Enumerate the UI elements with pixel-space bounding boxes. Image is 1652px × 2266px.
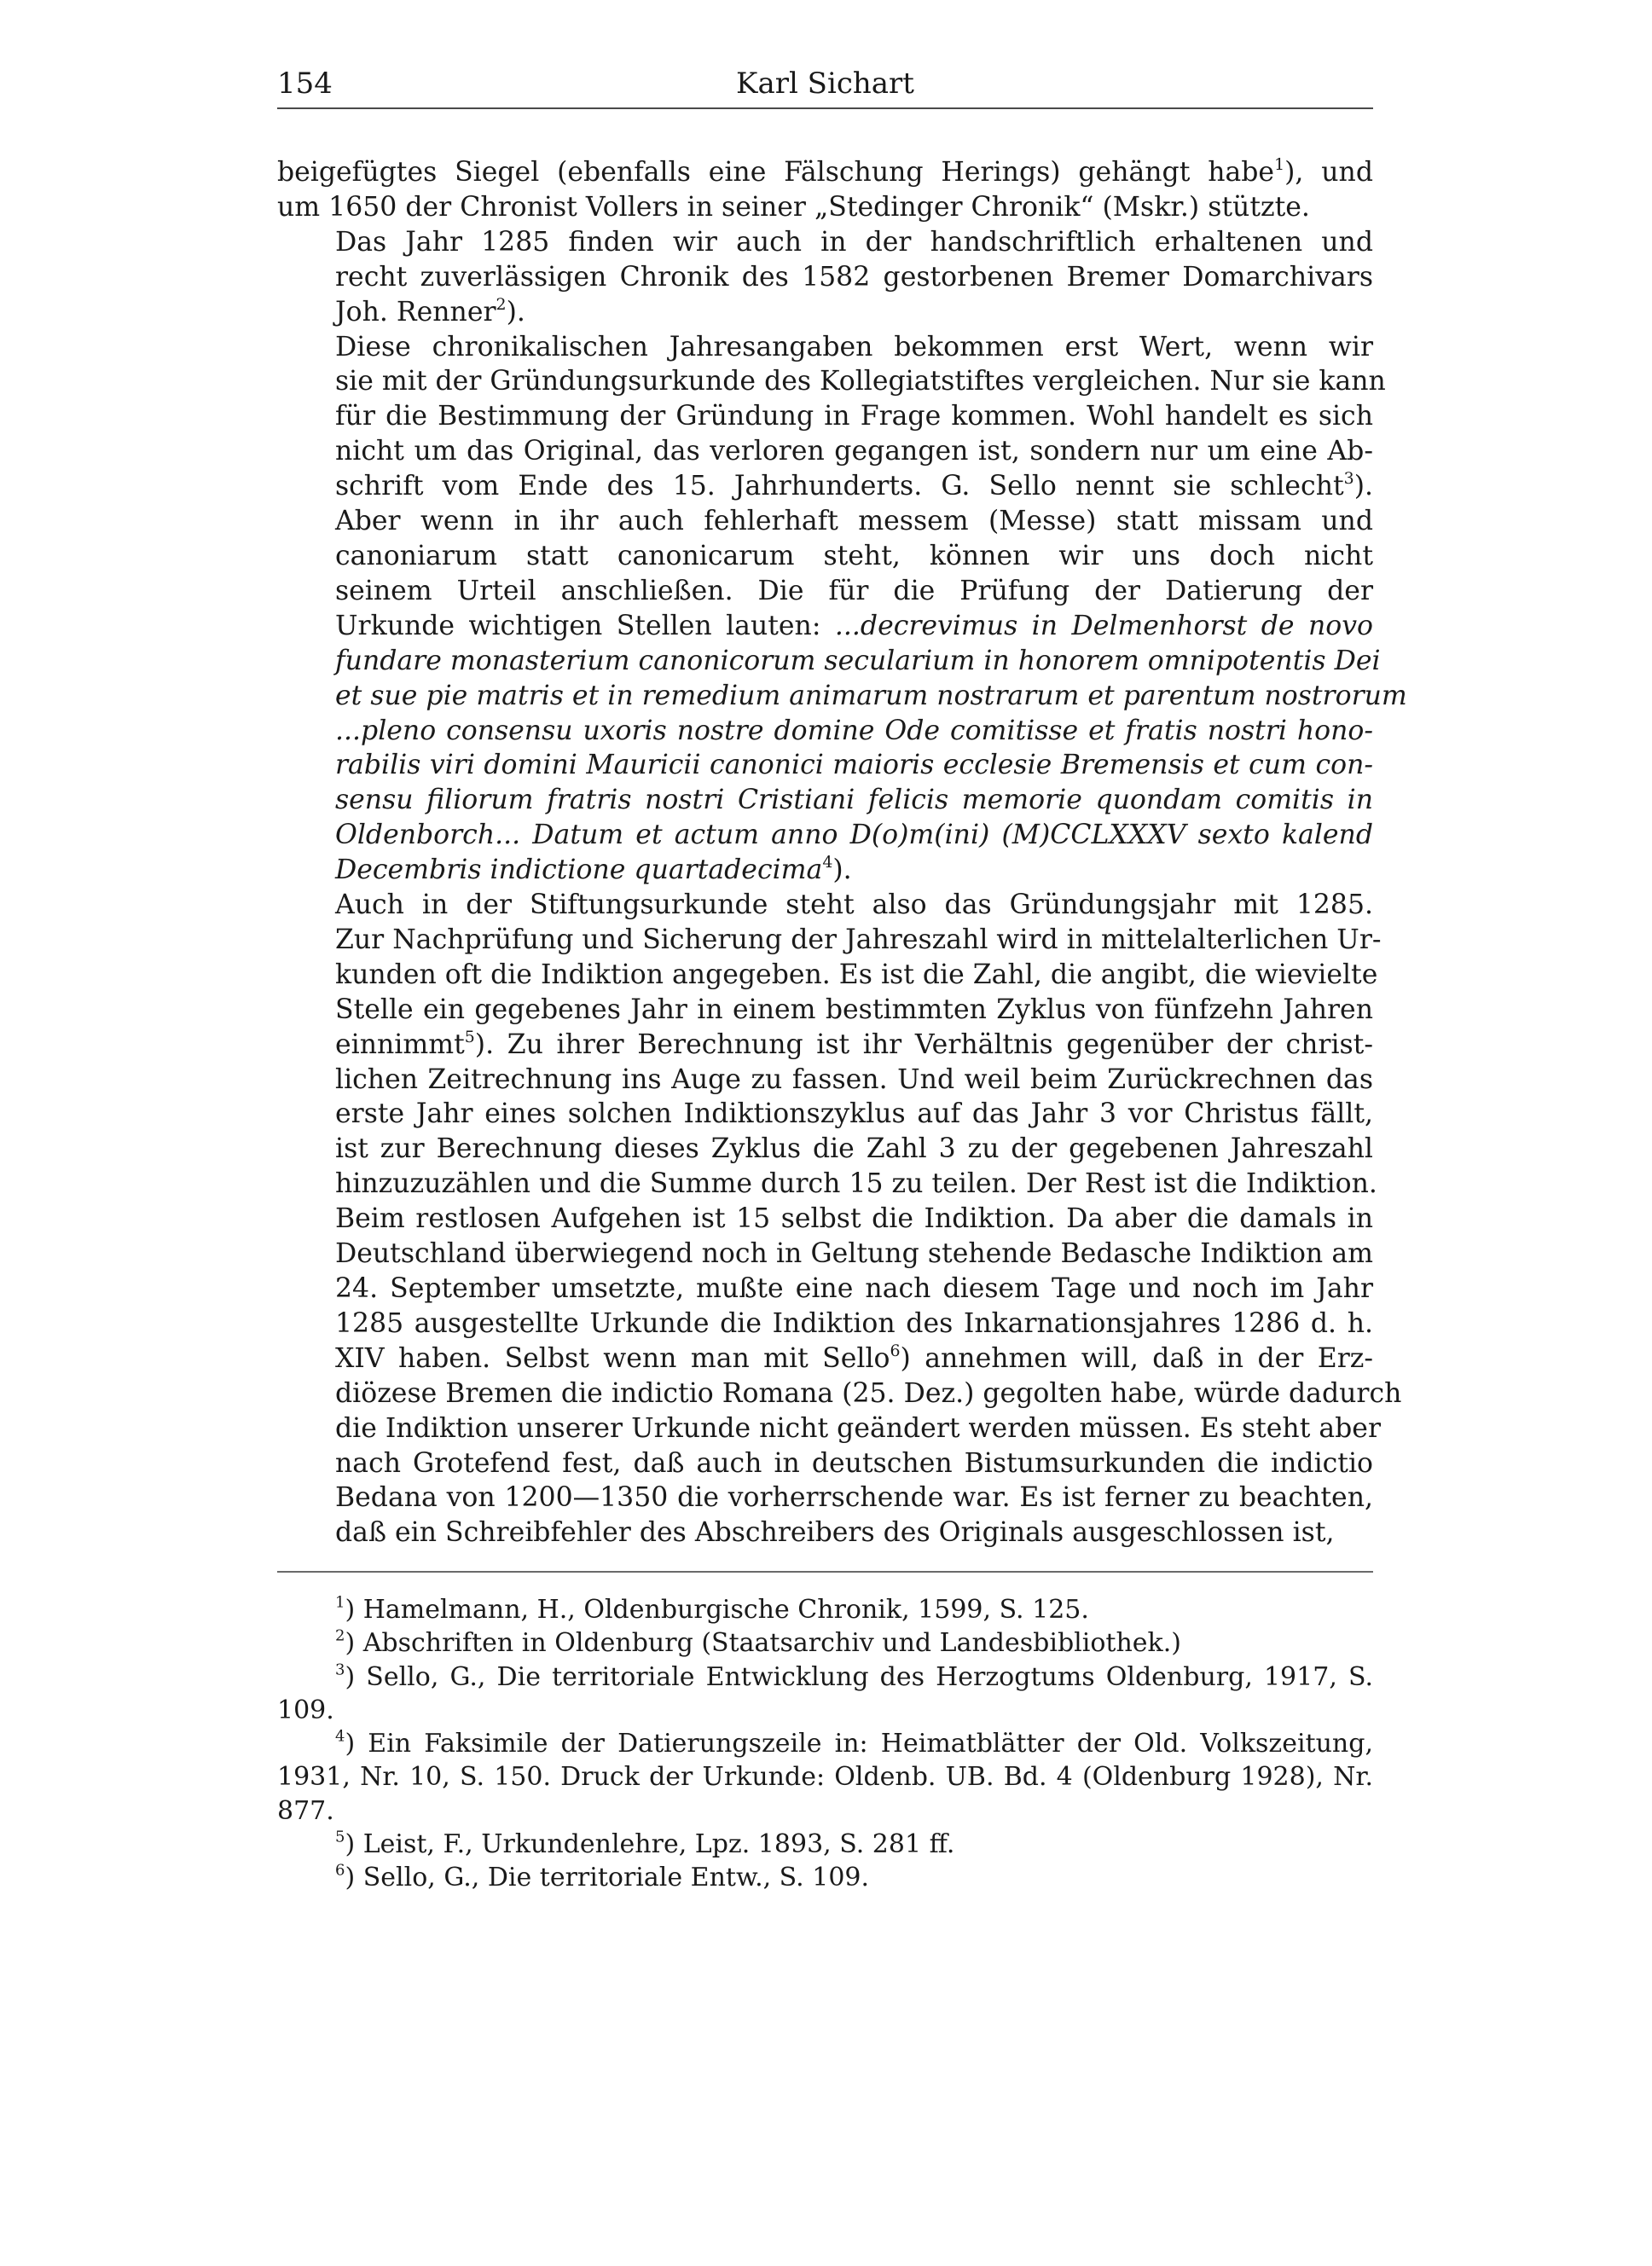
text-line: Joh. Renner$^2$). bbox=[335, 294, 525, 327]
running-head: Karl Sichart bbox=[736, 67, 914, 101]
text-line: für die Bestimmung der Gründung in Frage kommen. Wohl handelt es sich bbox=[335, 401, 1373, 432]
text-line: XIV haben. Selbst wenn man mit Sello$^6$) annehmen will, daß in der Erz- bbox=[335, 1341, 1373, 1374]
footnote-ref: 4 bbox=[822, 852, 833, 872]
footnote-mark: 1 bbox=[335, 1593, 345, 1612]
text-line: Aber wenn in ihr auch fehlerhaft messem (Messe) statt missam und bbox=[335, 506, 1373, 537]
quotation-line: fundare monasterium canonicorum secularium in honorem omnipotentis Dei bbox=[335, 645, 1381, 676]
footnote-divider bbox=[277, 1571, 1373, 1573]
text-line: Das Jahr 1285 finden wir auch in der handschriftlich erhaltenen und bbox=[335, 226, 1373, 258]
text-line: diözese Bremen die indictio Romana (25. Dez.) gegolten habe, würde dadurch bbox=[335, 1377, 1402, 1409]
text-line: die Indiktion unserer Urkunde nicht geändert werden müssen. Es steht aber bbox=[335, 1412, 1382, 1444]
footnote: $^4$) Ein Faksimile der Datierungszeile in: Heimatblätter der Old. Volkszeitung, 1931, Nr. 10, S. 150. Druck der Urkunde: Oldenb. UB. Bd. 4 (Oldenburg 1928), Nr. 877. bbox=[277, 1727, 1373, 1826]
footnote-ref: 5 bbox=[464, 1027, 475, 1046]
text-line: Deutschland überwiegend noch in Geltung stehende Bedasche Indiktion am bbox=[335, 1238, 1373, 1270]
text-line: canoniarum statt canonicarum steht, können wir uns doch nicht bbox=[335, 540, 1373, 571]
text-line: kunden oft die Indiktion angegeben. Es ist die Zahl, die angibt, die wievielte bbox=[335, 959, 1378, 990]
paragraph bbox=[277, 330, 1407, 889]
footnote: $^2$) Abschriften in Oldenburg (Staatsarchiv und Landesbibliothek.) bbox=[335, 1626, 1181, 1659]
text-line: beigefügtes Siegel (ebenfalls eine Fälschung Herings) gehängt habe$^1$), und bbox=[277, 154, 1373, 188]
text-line: Decembris indictione quartadecima$^4$). bbox=[335, 852, 852, 886]
quotation-text: Decembris indictione quartadecima bbox=[335, 855, 823, 886]
text-line: einnimmt$^5$). Zu ihrer Berechnung ist ihr Verhältnis gegenüber der christ- bbox=[335, 1027, 1373, 1060]
paragraph bbox=[277, 225, 1373, 330]
text-line: um 1650 der Chronist Vollers in seiner „Stedinger Chronik“ (Mskr.) stützte. bbox=[277, 191, 1310, 223]
text-line: ist zur Berechnung dieses Zyklus die Zahl 3 zu der gegebenen Jahreszahl bbox=[335, 1133, 1373, 1165]
text-line: lichen Zeitrechnung ins Auge zu fassen. Und weil beim Zurückrechnen das bbox=[335, 1063, 1373, 1095]
quotation-line: et sue pie matris et in remedium animarum nostrarum et parentum nostrorum bbox=[335, 680, 1407, 711]
footnote: $^6$) Sello, G., Die territoriale Entw., S. 109. bbox=[335, 1861, 870, 1893]
paragraph bbox=[277, 888, 1402, 1550]
footnote: $^1$) Hamelmann, H., Oldenburgische Chronik, 1599, S. 125. bbox=[335, 1593, 1089, 1625]
quotation-line: rabilis viri domini Mauricii canonici maioris ecclesie Bremensis et cum con- bbox=[335, 750, 1373, 781]
text-line: recht zuverlässigen Chronik des 1582 gestorbenen Bremer Domarchivars bbox=[335, 261, 1373, 293]
quotation-text: ...decrevimus in Delmenhorst de novo bbox=[834, 610, 1374, 641]
text-line: Stelle ein gegebenes Jahr in einem bestimmten Zyklus von fünfzehn Jahren bbox=[335, 994, 1373, 1025]
footnote-ref: 6 bbox=[890, 1341, 901, 1360]
text-line: erste Jahr eines solchen Indiktionszyklus auf das Jahr 3 vor Christus fällt, bbox=[335, 1098, 1373, 1130]
quotation-line: Oldenborch... Datum et actum anno D(o)m(ini) (M)CCLXXXV sexto kalend bbox=[335, 820, 1373, 851]
text-line: Diese chronikalischen Jahresangaben bekommen erst Wert, wenn wir bbox=[335, 331, 1373, 362]
text-line: schrift vom Ende des 15. Jahrhunderts. G. Sello nennt sie schlecht$^3$). bbox=[335, 468, 1373, 502]
text-line: nach Grotefend fest, daß auch in deutschen Bistumsurkunden die indictio bbox=[335, 1447, 1373, 1479]
text-line: Urkunde wichtigen Stellen lauten: ...decrevimus in Delmenhorst de novo bbox=[335, 610, 1374, 641]
page-header bbox=[277, 60, 1373, 109]
footnotes bbox=[277, 1593, 1373, 1895]
quotation-line: sensu filiorum fratris nostri Cristiani felicis memorie quondam comitis in bbox=[335, 785, 1373, 816]
body-text bbox=[277, 154, 1407, 1550]
text-line: Zur Nachprüfung und Sicherung der Jahreszahl wird in mittelalterlichen Ur- bbox=[335, 924, 1382, 955]
footnote: $^3$) Sello, G., Die territoriale Entwicklung des Herzogtums Oldenburg, 1917, S. 109. bbox=[277, 1660, 1373, 1725]
text-line: Auch in der Stiftungsurkunde steht also das Gründungsjahr mit 1285. bbox=[335, 890, 1373, 921]
quotation-line: ...pleno consensu uxoris nostre domine Ode comitisse et fratis nostri hono- bbox=[335, 715, 1373, 746]
footnote-ref: 2 bbox=[496, 294, 507, 314]
footnote-mark: 5 bbox=[335, 1828, 345, 1846]
text-line: seinem Urteil anschließen. Die für die Prüfung der Datierung der bbox=[335, 575, 1373, 606]
footnote: $^5$) Leist, F., Urkundenlehre, Lpz. 1893, S. 281 ff. bbox=[335, 1828, 955, 1860]
footnote-mark: 4 bbox=[335, 1727, 345, 1746]
text-line: sie mit der Gründungsurkunde des Kollegiatstiftes vergleichen. Nur sie kann bbox=[335, 366, 1386, 397]
text-line: 1285 ausgestellte Urkunde die Indiktion des Inkarnationsjahres 1286 d. h. bbox=[335, 1307, 1373, 1339]
text-line: Bedana von 1200—1350 die vorherrschende war. Es ist ferner zu beachten, bbox=[335, 1482, 1373, 1514]
footnote-mark: 3 bbox=[335, 1660, 345, 1678]
footnote-ref: 1 bbox=[1274, 154, 1285, 174]
page-number: 154 bbox=[277, 67, 333, 101]
paragraph bbox=[277, 155, 1373, 225]
footnote-mark: 2 bbox=[335, 1626, 345, 1645]
text-line: Beim restlosen Aufgehen ist 15 selbst die Indiktion. Da aber die damals in bbox=[335, 1203, 1373, 1235]
footnote-mark: 6 bbox=[335, 1861, 345, 1880]
text-line: nicht um das Original, das verloren gegangen ist, sondern nur um eine Ab- bbox=[335, 436, 1373, 467]
text-line: daß ein Schreibfehler des Abschreibers des Originals ausgeschlossen ist, bbox=[335, 1517, 1335, 1549]
footnote-ref: 3 bbox=[1343, 468, 1354, 488]
text-line: 24. September umsetzte, mußte eine nach diesem Tage und noch im Jahr bbox=[335, 1273, 1373, 1304]
text-line: hinzuzuzählen und die Summe durch 15 zu teilen. Der Rest ist die Indiktion. bbox=[335, 1168, 1377, 1200]
